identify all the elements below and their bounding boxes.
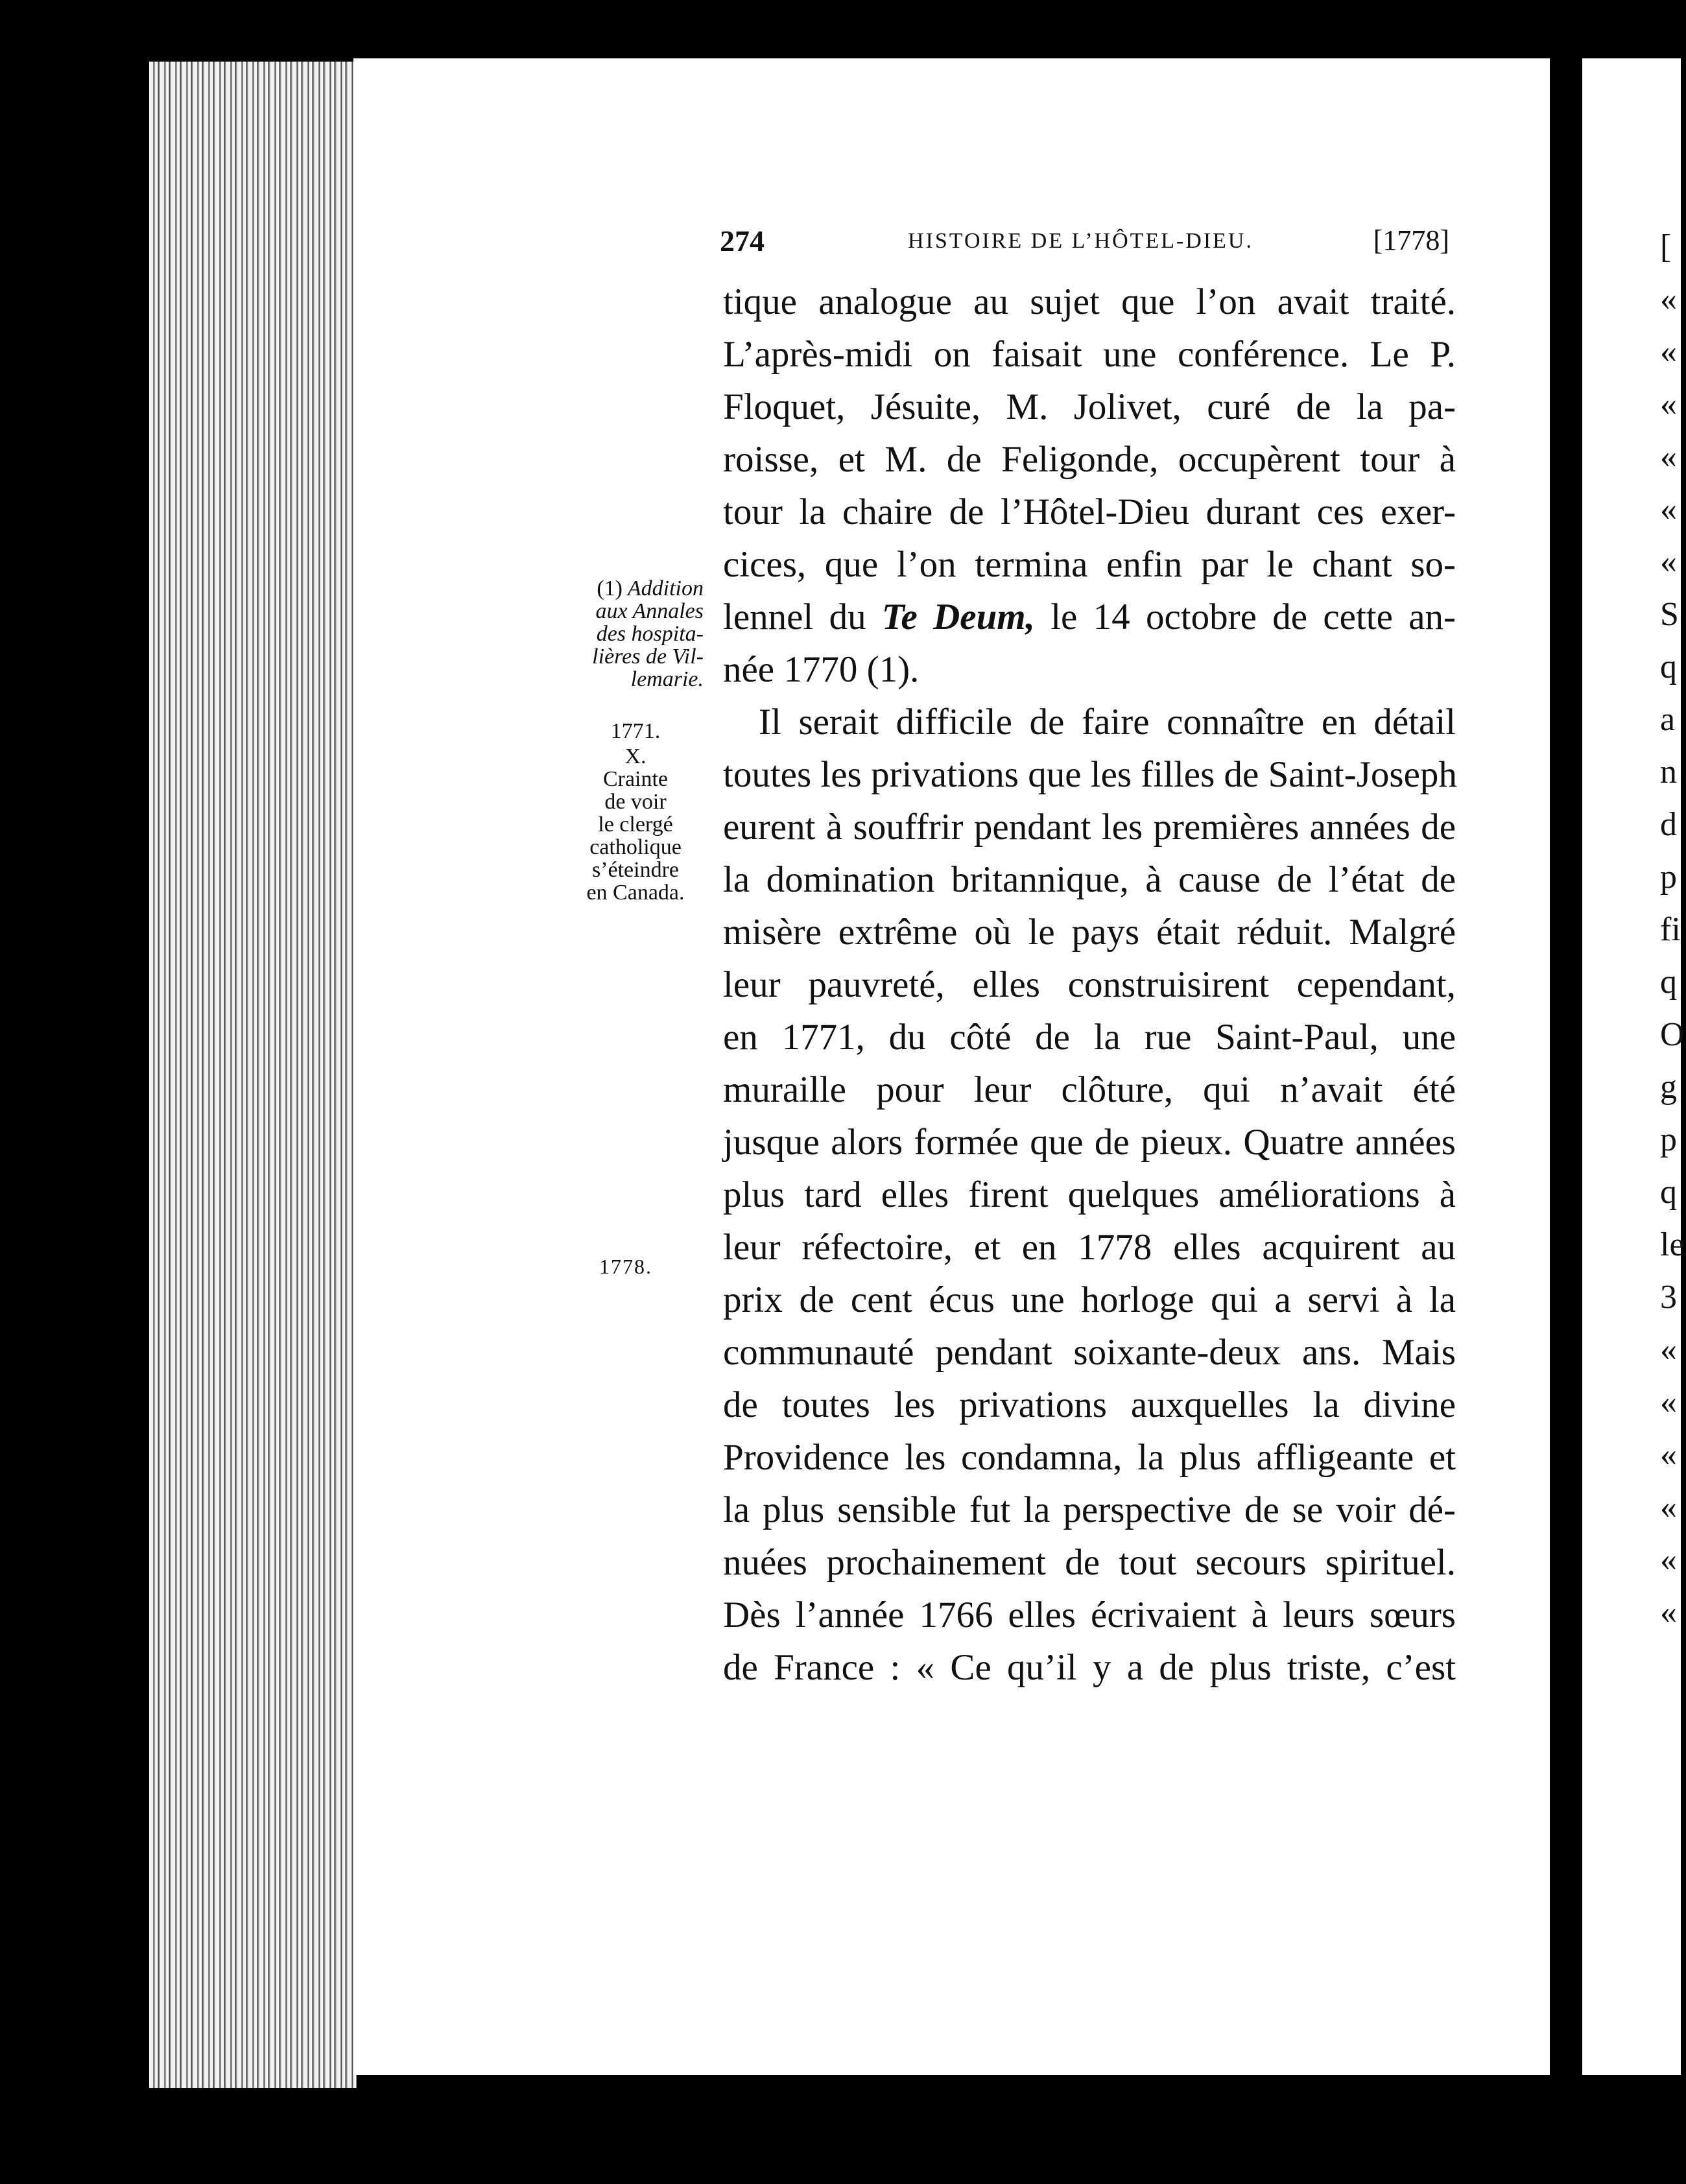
fragment: le — [1660, 1226, 1685, 1263]
fragment: q — [1660, 1174, 1677, 1211]
text-line: roisse, et M. de Feligonde, occupèrent tour à — [723, 439, 1456, 480]
margin-year: 1771. — [610, 719, 661, 743]
text-line: la domination britannique, à cause de l’état de — [723, 859, 1456, 900]
fragment: d — [1660, 806, 1677, 843]
running-head — [720, 224, 1449, 263]
text-line: Dès l’année 1766 elles écrivaient à leurs sœurs — [723, 1595, 1456, 1635]
text-fragment: le 14 octobre de cette an- — [1051, 597, 1456, 637]
text-line: toutes les privations que les filles de Saint-Joseph — [723, 754, 1457, 795]
text-line: leur pauvreté, elles construisirent cependant, — [723, 964, 1456, 1005]
text-line: jusque alors formée que de pieux. Quatre années — [723, 1122, 1456, 1163]
fragment: « — [1660, 1594, 1677, 1631]
fragment: a — [1660, 701, 1676, 738]
fragment: q — [1660, 648, 1677, 685]
fragment: S — [1660, 596, 1679, 633]
fragment: p — [1660, 1121, 1677, 1158]
sidenote-line: lemarie. — [630, 667, 704, 691]
text-line: L’après-midi on faisait une conférence. Le P. — [723, 334, 1456, 375]
fragment: [ — [1660, 228, 1672, 265]
sidenote-line: s’éteindre — [591, 858, 680, 882]
fragment: « — [1660, 386, 1677, 423]
sidenote-line: de voir — [604, 790, 667, 814]
text-line: eurent à souffrir pendant les premières années de — [723, 807, 1456, 848]
text-fragment: lennel du — [723, 597, 866, 637]
text-line: misère extrême où le pays était réduit. Malgré — [723, 912, 1456, 953]
fragment: « — [1660, 281, 1677, 318]
fragment: « — [1660, 1541, 1677, 1578]
fragment: « — [1660, 1489, 1677, 1526]
book-gutter — [1550, 58, 1582, 2075]
text-line: prix de cent écus une horloge qui a servi à la — [723, 1279, 1456, 1320]
sidenote-text: Addition — [627, 576, 704, 600]
text-line: nuées prochainement de tout secours spirituel. — [723, 1542, 1456, 1583]
header-year: [1778] — [1373, 224, 1449, 256]
fragment: g — [1660, 1069, 1677, 1106]
text-line: Floquet, Jésuite, M. Jolivet, curé de la pa- — [723, 386, 1456, 427]
fragment: O — [1660, 1016, 1685, 1053]
margin-summary — [571, 720, 700, 904]
text-line: leur réfectoire, et en 1778 elles acquirent au — [723, 1227, 1456, 1268]
text-line: tour la chaire de l’Hôtel-Dieu durant ces exer- — [723, 492, 1456, 532]
sidenote-line: Crainte — [602, 767, 669, 791]
fragment: q — [1660, 964, 1677, 1001]
sidenote-line: aux Annales — [595, 599, 704, 623]
fragment: n — [1660, 754, 1677, 790]
fragment: fi — [1660, 911, 1681, 948]
header-title: HISTOIRE DE L’HÔTEL-DIEU. — [908, 229, 1253, 253]
text-line: muraille pour leur clôture, qui n’avait été — [723, 1069, 1456, 1110]
fragment: « — [1660, 333, 1677, 370]
fragment: p — [1660, 859, 1677, 896]
sidenote-line — [538, 577, 704, 600]
text-line: la plus sensible fut la perspective de se voir dé- — [723, 1490, 1456, 1530]
right-page-fragments — [1660, 220, 1686, 1639]
fragment: « — [1660, 438, 1677, 475]
footnote-number: (1) — [597, 576, 623, 600]
sidenote-line: lières de Vil- — [592, 645, 704, 669]
te-deum-italic: Te Deum, — [881, 597, 1035, 637]
page-edges — [149, 62, 357, 2088]
sidenote-line: le clergé — [598, 813, 673, 837]
sidenote-line: des hospita- — [596, 622, 704, 646]
text-line: née 1770 (1). — [723, 649, 920, 690]
page-number: 274 — [720, 224, 765, 257]
text-line: de toutes les privations auxquelles la divine — [723, 1384, 1456, 1425]
text-line-te-deum — [723, 591, 1456, 643]
text-line: communauté pendant soixante-deux ans. Mais — [723, 1332, 1456, 1373]
sidenote-line: catholique — [589, 835, 682, 859]
fragment: « — [1660, 1384, 1677, 1421]
text-line: tique analogue au sujet que l’on avait traité. — [723, 281, 1456, 322]
text-line: Providence les condamna, la plus affligeante et — [723, 1437, 1456, 1478]
sidenote-line: en Canada. — [586, 881, 685, 905]
text-line: plus tard elles firent quelques améliorations à — [723, 1174, 1456, 1215]
text-line: en 1771, du côté de la rue Saint-Paul, une — [723, 1017, 1456, 1058]
fragment: « — [1660, 1436, 1677, 1473]
text-line: cices, que l’on termina enfin par le chant so- — [723, 544, 1456, 585]
fragment: « — [1660, 491, 1677, 528]
margin-year-1778: 1778. — [599, 1255, 652, 1278]
text-line: de France : « Ce qu’il y a de plus triste, c’est — [723, 1647, 1456, 1688]
fragment: « — [1660, 543, 1677, 580]
footnote-sidenote — [538, 577, 704, 691]
body-text — [723, 276, 1456, 1694]
section-number: X. — [624, 744, 647, 768]
fragment: 3 — [1660, 1279, 1677, 1316]
fragment: « — [1660, 1331, 1677, 1368]
text-line: Il serait difficile de faire connaître en détail — [759, 702, 1456, 742]
